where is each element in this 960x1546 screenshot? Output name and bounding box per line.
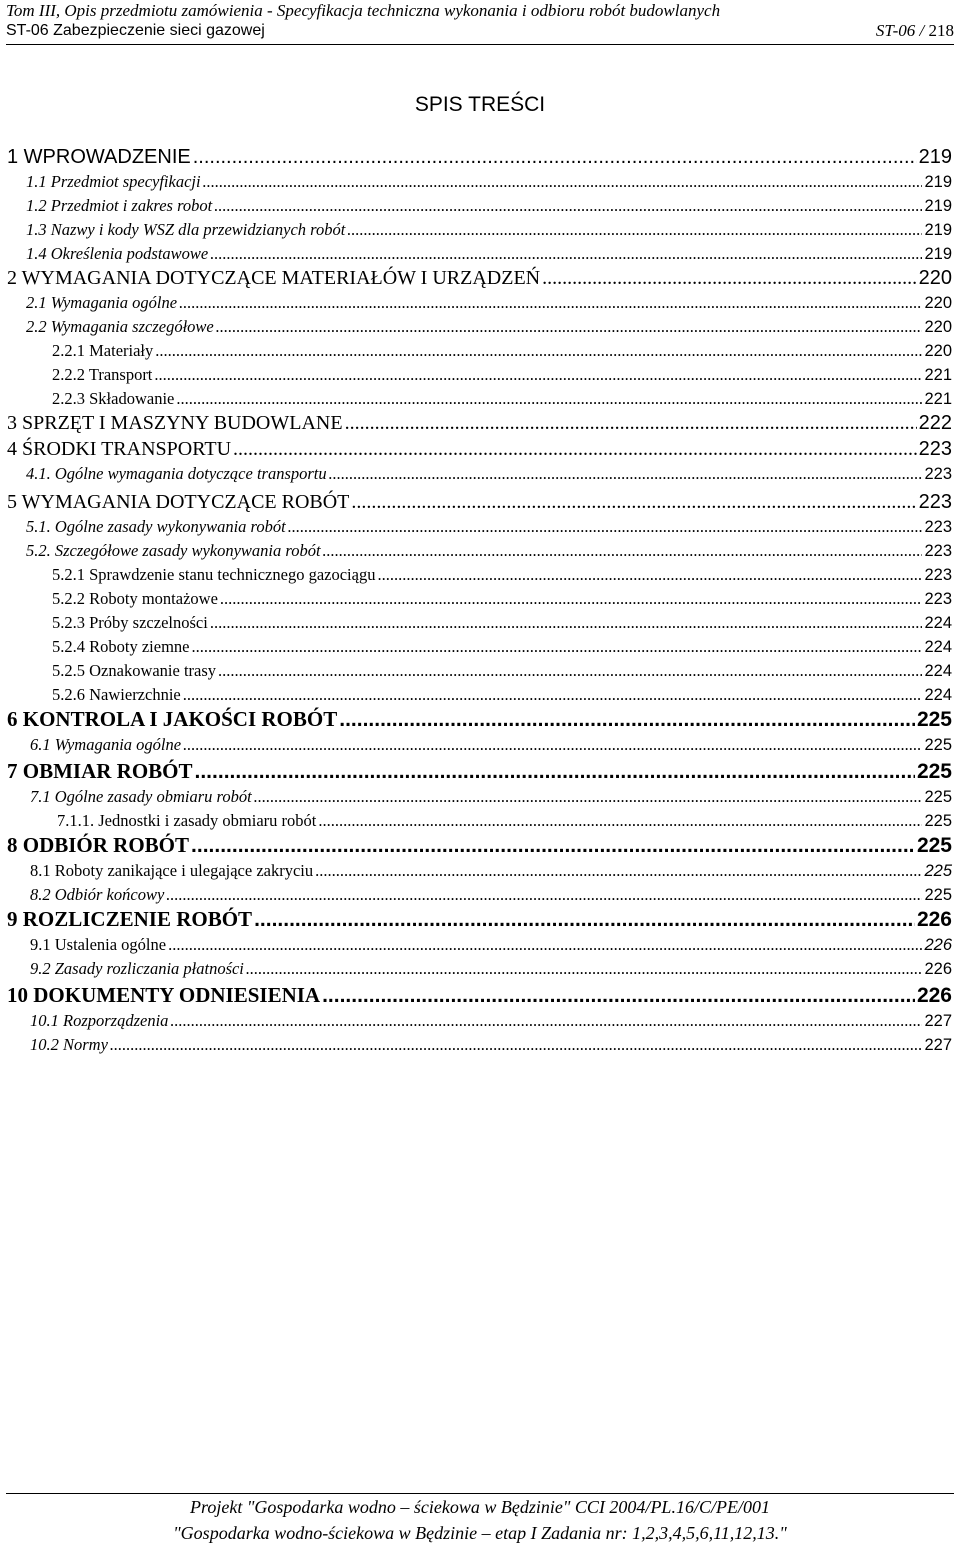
document-volume-title: Tom III, Opis przedmiotu zamówienia - Specyfikacja techniczna wykonania i odbioru robót budowlanych [6, 1, 721, 20]
toc-entry[interactable]: 3 SPRZĘT I MASZYNY BUDOWLANE ..... 222 [7, 411, 952, 435]
toc-entry[interactable]: 5.2.1 Sprawdzenie stanu technicznego gazociągu ..... 223 [52, 565, 952, 585]
toc-entry[interactable]: 4.1. Ogólne wymagania dotyczące transportu ..... 223 [26, 464, 952, 484]
toc-entry[interactable]: 1.2 Przedmiot i zakres robot ..... 219 [26, 196, 952, 216]
toc-entry[interactable]: 2.1 Wymagania ogólne ..... 220 [26, 293, 952, 313]
project-stage: "Gospodarka wodno-ściekowa w Będzinie – etap I Zadania nr: 1,2,3,4,5,6,11,12,13." [173, 1523, 787, 1543]
toc-entry[interactable]: 9 ROZLICZENIE ROBÓT ..... 226 [7, 907, 952, 932]
toc-entry[interactable]: 2.2.1 Materiały ..... 220 [52, 341, 952, 361]
toc-entry[interactable]: 1.3 Nazwy i kody WSZ dla przewidzianych robót ..... 219 [26, 220, 952, 240]
toc-entry[interactable]: 6 KONTROLA I JAKOŚCI ROBÓT ..... 225 [7, 707, 952, 732]
toc-entry[interactable]: 7.1.1. Jednostki i zasady obmiaru robót ..... 225 [57, 811, 952, 831]
toc-entry[interactable]: 2 WYMAGANIA DOTYCZĄCE MATERIAŁÓW I URZĄDZEŃ ..... 220 [7, 266, 952, 290]
toc-entry[interactable]: 5.1. Ogólne zasady wykonywania robót ..... 223 [26, 517, 952, 537]
page-number: 218 [924, 21, 954, 40]
toc-entry[interactable]: 10.1 Rozporządzenia ..... 227 [30, 1011, 952, 1031]
spec-code: ST-06 / [875, 21, 925, 40]
toc-entry[interactable]: 8 ODBIÓR ROBÓT ..... 225 [7, 833, 952, 858]
page-footer [6, 1493, 954, 1546]
toc-entry[interactable]: 2.2.3 Składowanie ..... 221 [52, 389, 952, 409]
toc-entry[interactable]: 10.2 Normy ..... 227 [30, 1035, 952, 1055]
toc-entry[interactable]: 9.1 Ustalenia ogólne ..... 226 [30, 935, 952, 955]
toc-entry[interactable]: 5.2. Szczegółowe zasady wykonywania robót ..... 223 [26, 541, 952, 561]
toc-entry[interactable]: 5.2.3 Próby szczelności ..... 224 [52, 613, 952, 633]
page-header [6, 0, 954, 45]
toc-entry[interactable]: 6.1 Wymagania ogólne ..... 225 [30, 735, 952, 755]
toc-heading: SPIS TREŚCI [414, 93, 546, 116]
toc-entry[interactable]: 5.2.5 Oznakowanie trasy ..... 224 [52, 661, 952, 681]
toc-entry[interactable]: 2.2.2 Transport ..... 221 [52, 365, 952, 385]
toc-entry[interactable]: 9.2 Zasady rozliczania płatności ..... 226 [30, 959, 952, 979]
toc-entry[interactable]: 5.2.4 Roboty ziemne ..... 224 [52, 637, 952, 657]
toc-entry[interactable]: 1 WPROWADZENIE ..... 219 [7, 145, 952, 169]
toc-entry[interactable]: 8.2 Odbiór końcowy ..... 225 [30, 885, 952, 905]
toc-entry[interactable]: 2.2 Wymagania szczegółowe ..... 220 [26, 317, 952, 337]
toc-entry[interactable]: 5.2.2 Roboty montażowe ..... 223 [52, 589, 952, 609]
toc-entry[interactable]: 1.4 Określenia podstawowe ..... 219 [26, 244, 952, 264]
toc-entry[interactable]: 1.1 Przedmiot specyfikacji ..... 219 [26, 172, 952, 192]
toc-entry[interactable]: 4 ŚRODKI TRANSPORTU ..... 223 [7, 437, 952, 461]
toc-entry[interactable]: 8.1 Roboty zanikające i ulegające zakryciu ..... 225 [30, 861, 952, 881]
toc-entry[interactable]: 7 OBMIAR ROBÓT ..... 225 [7, 759, 952, 784]
toc-entry[interactable]: 5 WYMAGANIA DOTYCZĄCE ROBÓT ..... 223 [7, 490, 952, 514]
toc-entry[interactable]: 5.2.6 Nawierzchnie ..... 224 [52, 685, 952, 705]
specification-title: ST-06 Zabezpieczenie sieci gazowej [6, 22, 265, 39]
project-name: Projekt "Gospodarka wodno – ściekowa w Będzinie" CCI 2004/PL.16/C/PE/001 [190, 1497, 770, 1517]
page-number-label [876, 21, 954, 41]
toc-entry[interactable]: 7.1 Ogólne zasady obmiaru robót ..... 225 [30, 787, 952, 807]
toc-entry[interactable]: 10 DOKUMENTY ODNIESIENIA ..... 226 [7, 983, 952, 1008]
